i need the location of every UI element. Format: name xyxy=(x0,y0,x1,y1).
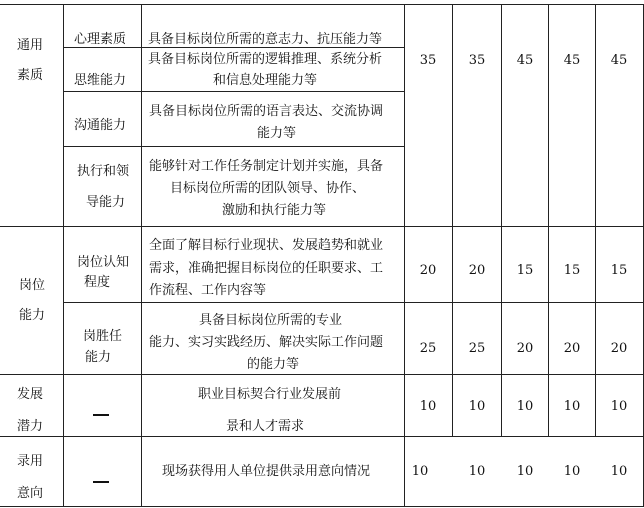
desc-exec-line1: 能够针对工作任务制定计划并实施，具备 xyxy=(149,159,384,174)
desc-potential-line1: 职业目标契合行业发展前 xyxy=(198,387,342,402)
category-post-line2: 能力 xyxy=(19,308,46,323)
score-potential-1: 10 xyxy=(419,399,437,414)
score-potential-2: 10 xyxy=(468,399,486,414)
item-thinking: 思维能力 xyxy=(74,73,127,88)
desc-exec-line2: 目标岗位所需的团队领导、协作、 xyxy=(170,181,366,196)
category-hire-line2: 意向 xyxy=(17,486,44,501)
desc-cognition-line2: 需求，准确把握目标岗位的任职要求、工 xyxy=(149,261,384,276)
score-competence-1: 25 xyxy=(419,341,437,356)
score-cognition-3: 15 xyxy=(516,263,534,278)
score-general-2: 35 xyxy=(468,53,486,68)
item-cognition-line1: 岗位认知 xyxy=(77,255,130,270)
score-potential-4: 10 xyxy=(563,399,581,414)
score-general-5: 45 xyxy=(610,53,628,68)
desc-thinking-line2: 和信息处理能力等 xyxy=(213,73,318,88)
item-competence-line2: 能力 xyxy=(85,350,112,365)
item-cognition-line2: 程度 xyxy=(84,275,111,290)
desc-exec-line3: 激励和执行能力等 xyxy=(222,203,327,218)
category-potential-line2: 潜力 xyxy=(17,419,44,434)
item-psych: 心理素质 xyxy=(74,32,127,47)
item-exec-line1: 执行和领 xyxy=(77,164,130,179)
category-post-line1: 岗位 xyxy=(19,278,46,293)
category-general-line1: 通用 xyxy=(17,38,44,53)
score-competence-4: 20 xyxy=(563,341,581,356)
desc-competence-line3: 的能力等 xyxy=(247,357,300,372)
score-competence-2: 25 xyxy=(468,341,486,356)
score-general-1: 35 xyxy=(419,53,437,68)
score-general-4: 45 xyxy=(563,53,581,68)
score-hire-1: 10 xyxy=(411,464,429,479)
item-exec-line2: 导能力 xyxy=(86,195,126,210)
desc-cognition-line1: 全面了解目标行业现状、发展趋势和就业 xyxy=(149,238,384,253)
desc-comm-line2: 能力等 xyxy=(257,126,297,141)
desc-hire: 现场获得用人单位提供录用意向情况 xyxy=(162,464,371,479)
score-potential-5: 10 xyxy=(610,399,628,414)
desc-potential-line2: 景和人才需求 xyxy=(226,419,305,434)
desc-psych: 具备目标岗位所需的意志力、抗压能力等 xyxy=(148,32,383,47)
category-hire-line1: 录用 xyxy=(17,454,44,469)
item-competence-line1: 岗胜任 xyxy=(83,329,123,344)
category-general-line2: 素质 xyxy=(17,68,44,83)
item-comm: 沟通能力 xyxy=(74,118,127,133)
desc-thinking-line1: 具备目标岗位所需的逻辑推理、系统分析 xyxy=(148,52,383,67)
item-potential-dash xyxy=(93,414,109,416)
score-cognition-5: 15 xyxy=(610,263,628,278)
score-hire-5: 10 xyxy=(610,464,628,479)
score-hire-4: 10 xyxy=(563,464,581,479)
score-hire-2: 10 xyxy=(468,464,486,479)
desc-competence-line2: 能力、实习实践经历、解决实际工作问题 xyxy=(149,335,384,350)
score-potential-3: 10 xyxy=(516,399,534,414)
desc-comm-line1: 具备目标岗位所需的语言表达、交流协调 xyxy=(149,104,384,119)
score-competence-3: 20 xyxy=(516,341,534,356)
desc-cognition-line3: 作流程、工作内容等 xyxy=(149,283,267,298)
score-competence-5: 20 xyxy=(610,341,628,356)
score-cognition-4: 15 xyxy=(563,263,581,278)
score-hire-3: 10 xyxy=(516,464,534,479)
desc-competence-line1: 具备目标岗位所需的专业 xyxy=(199,313,343,328)
score-cognition-1: 20 xyxy=(419,263,437,278)
category-potential-line1: 发展 xyxy=(17,387,44,402)
score-general-3: 45 xyxy=(516,53,534,68)
item-hire-dash xyxy=(93,481,109,483)
score-cognition-2: 20 xyxy=(468,263,486,278)
